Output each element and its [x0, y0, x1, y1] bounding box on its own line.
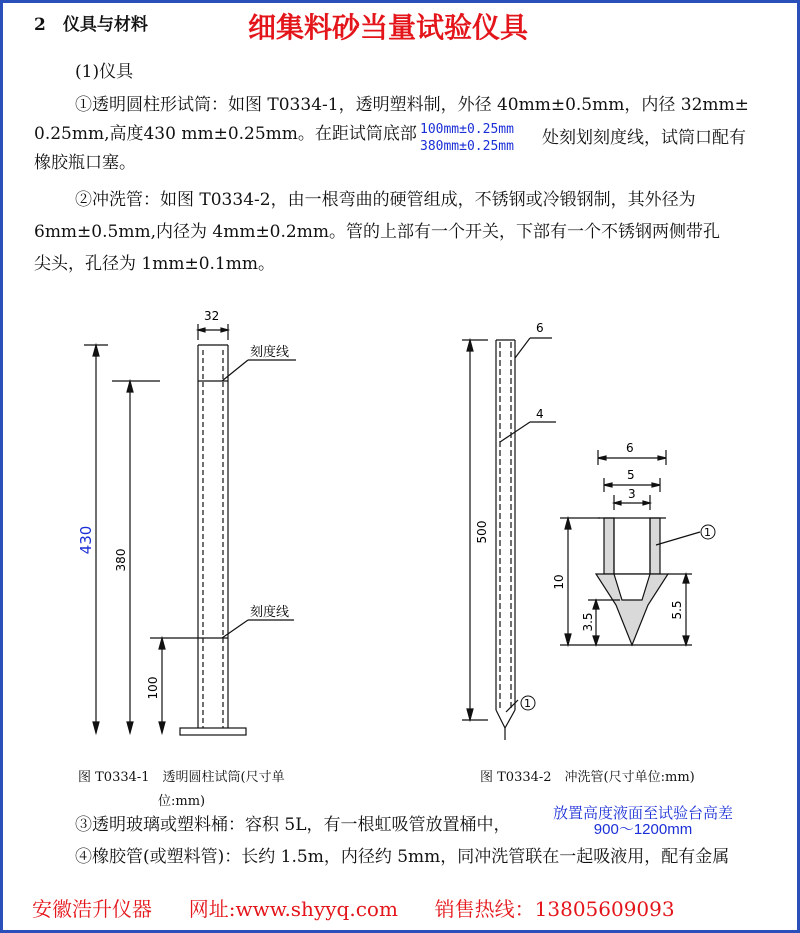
dim-5-5: 5.5 [670, 600, 684, 620]
dim-3-nozzle: 3 [628, 487, 636, 501]
item2-line3: 尖头，孔径为 1mm±0.1mm。 [34, 254, 275, 274]
dim-10: 10 [552, 574, 566, 590]
dim-500: 500 [475, 520, 489, 544]
caption-fig2: 图 T0334-2 冲洗管(尺寸单位:mm) [480, 770, 695, 785]
caption-fig1-line1: 图 T0334-1 透明圆柱试筒(尺寸单 [78, 770, 285, 785]
footer-banner [32, 893, 675, 922]
dim-4-tube: 4 [536, 407, 544, 421]
caption-fig1-line2: 位:mm) [158, 794, 206, 809]
dim-5-nozzle: 5 [627, 468, 635, 482]
item2-line2: 6mm±0.5mm,内径为 4mm±0.2mm。管的上部有一个开关，下部有一个不锈钢两侧带孔 [34, 222, 720, 242]
item1-line3: 橡胶瓶口塞。 [34, 153, 136, 173]
item1-line2-a: 0.25mm,高度430 mm±0.25mm。在距试筒底部 [34, 124, 417, 144]
footer-website[interactable]: 网址:www.shyyq.com [188, 897, 398, 921]
label-scale-line-upper: 刻度线 [250, 345, 290, 360]
annotation-height-diff-line1: 放置高度液面至试验台高差 [552, 805, 733, 822]
callout-1-tip: 1 [524, 697, 531, 710]
annotation-380mm: 380mm±0.25mm [420, 139, 514, 154]
annotation-height-diff-line2: 900～1200mm [593, 821, 693, 838]
annotation-height-diff [528, 806, 758, 838]
dim-100: 100 [146, 676, 160, 700]
dim-3-5: 3.5 [581, 612, 595, 632]
dim-32: 32 [204, 309, 220, 323]
footer-hotline: 销售热线：13805609093 [434, 897, 675, 921]
dim-380: 380 [114, 548, 128, 572]
section-heading: 2 仪具与材料 [34, 15, 148, 35]
label-scale-line-lower: 刻度线 [250, 605, 290, 620]
dim-6-nozzle: 6 [626, 441, 634, 455]
figure-t0334-2 [0, 300, 800, 800]
item4-text: ④橡胶管(或塑料管)：长约 1.5m，内径约 5mm，同冲洗管联在一起吸液用，配有金属 [75, 847, 730, 867]
dim-6-tube: 6 [536, 321, 544, 335]
item2-line1: ②冲洗管：如图 T0334-2，由一根弯曲的硬管组成，不锈钢或冷锻钢制，其外径为 [75, 190, 696, 210]
callout-1-nozzle: 1 [704, 526, 711, 539]
dim-430: 430 [77, 525, 95, 555]
item1-line1: ①透明圆柱形试筒：如图 T0334-1，透明塑料制，外径 40mm±0.5mm，内径 32mm± [75, 95, 749, 115]
annotation-100mm: 100mm±0.25mm [420, 122, 514, 137]
subsection-label: (1)仪具 [75, 62, 134, 82]
item1-line2-b: 处刻划刻度线，试筒口配有 [542, 128, 746, 148]
footer-company: 安徽浩升仪器 [32, 897, 152, 921]
item3-text: ③透明玻璃或塑料桶：容积 5L，有一根虹吸管放置桶中， [75, 815, 511, 835]
page-title: 细集料砂当量试验仪具 [248, 11, 529, 44]
